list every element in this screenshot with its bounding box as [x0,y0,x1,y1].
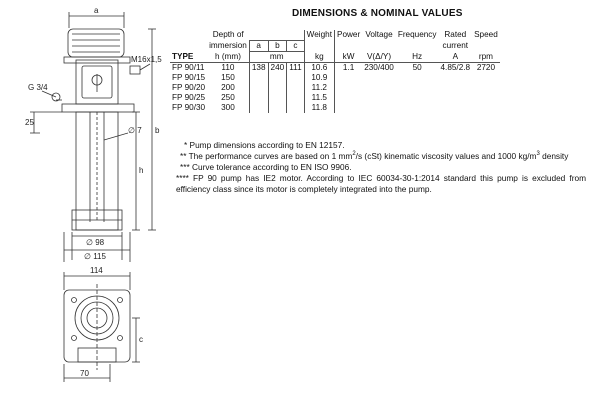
hdr-type: TYPE [170,51,207,62]
row-weight: 10.9 [304,73,334,83]
row-type: FP 90/30 [172,102,206,112]
dim-c: c [139,335,143,344]
row-voltage: 230/400 [364,62,394,72]
hdr-depth: Depth of [212,30,244,39]
row-h: 300 [221,102,235,112]
row-weight: 11.8 [304,103,334,113]
dim-m16: M16x1,5 [131,55,162,64]
note-3: *** Curve tolerance according to EN ISO 9906. [180,162,352,172]
hdr-weight: Weight [304,30,334,40]
hdr-rpm: rpm [472,51,500,62]
row-type: FP 90/20 [172,82,206,92]
hdr-rated: Rated [444,30,467,39]
table-row [170,73,500,83]
row-h: 250 [221,92,235,102]
hdr-current: current [442,41,469,50]
dim-b: b [155,126,160,135]
row-h: 110 [221,62,235,72]
dim-dia115: ∅ 115 [84,252,106,261]
hdr-speed: Speed [474,30,498,39]
hdr-c: c [287,40,304,51]
hdr-h-mm: h (mm) [207,51,249,62]
table-row [170,83,500,93]
nominal-values-table [170,30,500,113]
row-type: FP 90/15 [172,72,206,82]
section-title: DIMENSIONS & NOMINAL VALUES [292,8,463,19]
dim-h: h [139,166,144,175]
row-b: 240 [268,62,287,73]
hdr-power: Power [334,30,362,40]
note-4: **** FP 90 pump has IE2 motor. According to IEC 60034-30-1:2014 standard this pump is excluded from efficiency class since its motor is completely integrated into the pump. [176,173,586,194]
hdr-hz: Hz [396,51,439,62]
header-row-2 [170,40,500,51]
header-row-1 [170,30,500,40]
hdr-immersion: immersion [209,41,247,50]
dim-70: 70 [80,369,89,378]
table-row [170,93,500,103]
table-row [170,62,500,73]
hdr-b: b [268,40,287,51]
note-2: ** The performance curves are based on 1 $mm^2/s$ (cSt) kinematic viscosity values and 1000 $kg/m^3$ density [180,151,569,161]
dim-dia98: ∅ 98 [86,238,105,247]
row-type: FP 90/25 [172,92,206,102]
row-current: 4.85/2.8 [440,62,471,72]
table-row [170,103,500,113]
row-h: 200 [221,82,235,92]
row-weight: 11.2 [304,83,334,93]
hdr-v: V(Δ/Y) [362,51,396,62]
pump-drawing [0,0,168,416]
hdr-kg: kg [304,51,334,62]
hdr-mm: mm [249,51,304,62]
row-weight: 10.6 [304,62,334,73]
hdr-frequency: Frequency [397,30,437,39]
dim-dia7: ∅ 7 [128,126,142,135]
hdr-amp: A [439,51,473,62]
row-h: 150 [221,72,235,82]
header-row-3 [170,51,500,62]
dim-114: 114 [90,266,103,275]
note-1: * Pump dimensions according to EN 12157. [184,140,345,150]
footnotes [176,140,586,195]
hdr-voltage: Voltage [365,30,393,39]
hdr-a: a [249,40,268,51]
row-speed: 2720 [476,62,496,72]
row-c: 111 [287,62,304,73]
row-a: 138 [249,62,268,73]
dim-a: a [94,6,99,15]
row-type: FP 90/11 [172,62,205,72]
row-power: 1.1 [334,62,362,73]
dim-25: 25 [25,118,34,127]
dim-g34: G 3/4 [28,83,48,92]
row-weight: 11.5 [304,93,334,103]
hdr-kw: kW [334,51,362,62]
row-frequency: 50 [412,62,422,72]
